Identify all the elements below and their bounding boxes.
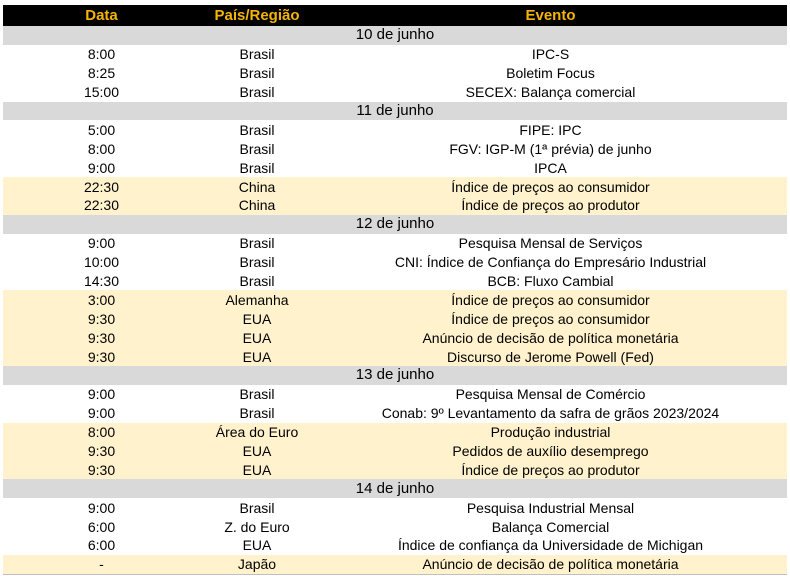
event-time: 8:25	[3, 64, 200, 83]
event-region: EUA	[200, 328, 314, 347]
day-label: 11 de junho	[3, 102, 787, 121]
event-name: Produção industrial	[314, 423, 787, 442]
header-row	[3, 5, 787, 26]
event-time: 15:00	[3, 83, 200, 102]
event-row	[3, 555, 787, 574]
event-name: Índice de preços ao consumidor	[314, 309, 787, 328]
event-time: 6:00	[3, 517, 200, 536]
day-row	[3, 366, 787, 385]
event-name: Pesquisa Mensal de Comércio	[314, 385, 787, 404]
event-name: FIPE: IPC	[314, 120, 787, 139]
event-row	[3, 64, 787, 83]
event-region: Z. do Euro	[200, 517, 314, 536]
header-event: Evento	[314, 5, 787, 26]
event-name: Índice de confiança da Universidade de Michigan	[314, 536, 787, 555]
event-region: EUA	[200, 460, 314, 479]
event-row	[3, 498, 787, 517]
event-row	[3, 347, 787, 366]
event-row	[3, 309, 787, 328]
event-name: BCB: Fluxo Cambial	[314, 272, 787, 291]
event-name: FGV: IGP-M (1ª prévia) de junho	[314, 139, 787, 158]
event-region: Brasil	[200, 498, 314, 517]
event-region: Brasil	[200, 385, 314, 404]
event-time: 14:30	[3, 272, 200, 291]
day-label: 10 de junho	[3, 26, 787, 45]
event-row	[3, 196, 787, 215]
event-region: EUA	[200, 536, 314, 555]
event-region: Brasil	[200, 83, 314, 102]
event-region: Alemanha	[200, 290, 314, 309]
event-region: Brasil	[200, 272, 314, 291]
event-row	[3, 460, 787, 479]
event-region: EUA	[200, 309, 314, 328]
event-name: Pesquisa Industrial Mensal	[314, 498, 787, 517]
event-row	[3, 177, 787, 196]
event-row	[3, 272, 787, 291]
event-time: 10:00	[3, 253, 200, 272]
event-time: 9:30	[3, 460, 200, 479]
event-row	[3, 404, 787, 423]
event-region: Brasil	[200, 404, 314, 423]
event-time: 5:00	[3, 120, 200, 139]
event-time: 3:00	[3, 290, 200, 309]
event-region: Brasil	[200, 45, 314, 64]
event-region: China	[200, 196, 314, 215]
event-time: 9:00	[3, 385, 200, 404]
header-region: País/Região	[200, 5, 314, 26]
event-name: SECEX: Balança comercial	[314, 83, 787, 102]
calendar-body	[3, 26, 787, 574]
event-row	[3, 83, 787, 102]
event-region: Área do Euro	[200, 423, 314, 442]
event-name: Índice de preços ao produtor	[314, 196, 787, 215]
event-name: Discurso de Jerome Powell (Fed)	[314, 347, 787, 366]
event-row	[3, 120, 787, 139]
event-region: EUA	[200, 442, 314, 461]
event-region: Brasil	[200, 64, 314, 83]
event-row	[3, 234, 787, 253]
event-time: 8:00	[3, 45, 200, 64]
event-region: Japão	[200, 555, 314, 574]
event-name: Índice de preços ao consumidor	[314, 290, 787, 309]
day-row	[3, 215, 787, 234]
event-row	[3, 385, 787, 404]
event-name: Balança Comercial	[314, 517, 787, 536]
event-row	[3, 290, 787, 309]
event-time: 9:00	[3, 234, 200, 253]
event-time: 9:00	[3, 404, 200, 423]
event-time: 9:00	[3, 158, 200, 177]
event-name: Índice de preços ao consumidor	[314, 177, 787, 196]
event-name: Anúncio de decisão de política monetária	[314, 555, 787, 574]
event-time: 9:30	[3, 442, 200, 461]
day-label: 13 de junho	[3, 366, 787, 385]
event-row	[3, 158, 787, 177]
event-time: 22:30	[3, 177, 200, 196]
event-name: IPC-S	[314, 45, 787, 64]
event-region: Brasil	[200, 158, 314, 177]
event-time: 6:00	[3, 536, 200, 555]
event-name: CNI: Índice de Confiança do Empresário Industrial	[314, 253, 787, 272]
event-region: Brasil	[200, 234, 314, 253]
event-time: 9:30	[3, 347, 200, 366]
event-row	[3, 139, 787, 158]
event-region: EUA	[200, 347, 314, 366]
event-row	[3, 442, 787, 461]
day-label: 12 de junho	[3, 215, 787, 234]
event-time: -	[3, 555, 200, 574]
event-time: 9:00	[3, 498, 200, 517]
day-row	[3, 26, 787, 45]
day-label: 14 de junho	[3, 479, 787, 498]
event-name: Conab: 9º Levantamento da safra de grãos 2023/2024	[314, 404, 787, 423]
event-row	[3, 328, 787, 347]
event-region: Brasil	[200, 120, 314, 139]
event-time: 9:30	[3, 309, 200, 328]
day-row	[3, 479, 787, 498]
event-time: 8:00	[3, 423, 200, 442]
event-time: 9:30	[3, 328, 200, 347]
event-name: Pedidos de auxílio desemprego	[314, 442, 787, 461]
event-row	[3, 536, 787, 555]
event-name: Pesquisa Mensal de Serviços	[314, 234, 787, 253]
event-region: China	[200, 177, 314, 196]
event-row	[3, 423, 787, 442]
event-row	[3, 253, 787, 272]
event-region: Brasil	[200, 139, 314, 158]
event-time: 8:00	[3, 139, 200, 158]
event-row	[3, 45, 787, 64]
day-row	[3, 102, 787, 121]
event-name: IPCA	[314, 158, 787, 177]
event-name: Boletim Focus	[314, 64, 787, 83]
event-row	[3, 517, 787, 536]
event-region: Brasil	[200, 253, 314, 272]
event-name: Anúncio de decisão de política monetária	[314, 328, 787, 347]
event-name: Índice de preços ao produtor	[314, 460, 787, 479]
event-time: 22:30	[3, 196, 200, 215]
economic-calendar-table	[3, 5, 787, 575]
header-date: Data	[3, 5, 200, 26]
